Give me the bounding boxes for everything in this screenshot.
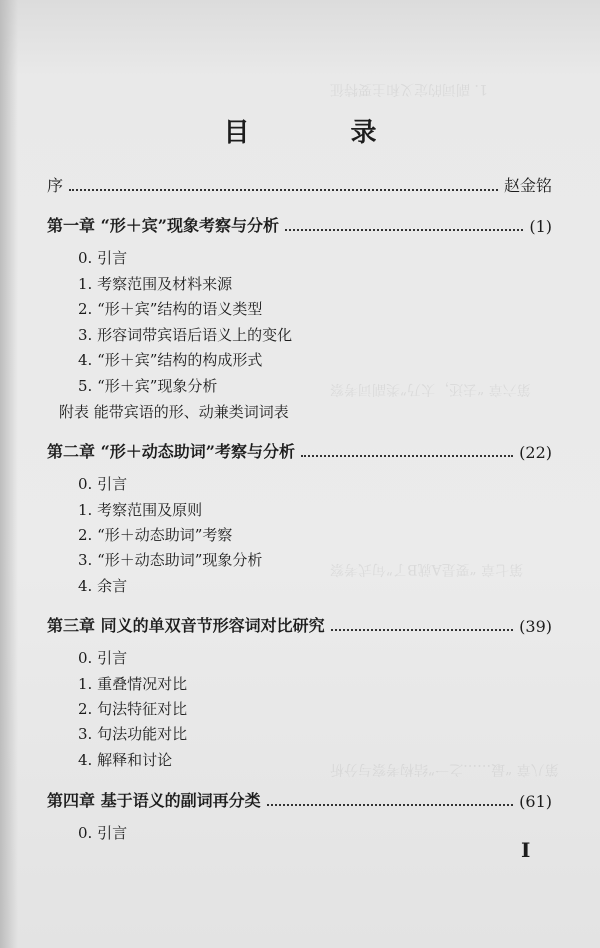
toc-entry-chapter-3[interactable]	[47, 612, 552, 636]
dot-leader	[285, 228, 523, 231]
dot-leader	[331, 628, 514, 631]
toc-appendix[interactable]: 附表 能带宾语的形、动兼类词词表	[59, 403, 289, 421]
bleed-through: 第七章 “要是A就B了”句式考察	[330, 561, 524, 577]
toc-subitem[interactable]: 1. 重叠情况对比	[78, 675, 188, 693]
dot-leader	[301, 454, 513, 457]
chapter-page-number: (22)	[519, 443, 552, 462]
toc-subitem[interactable]: 1. 考察范围及材料来源	[78, 275, 233, 293]
chapter-title: 第二章 “形＋动态助词”考察与分析	[47, 442, 295, 461]
toc-subitem[interactable]: 3. 句法功能对比	[78, 725, 188, 743]
toc-entry-chapter-1[interactable]	[47, 212, 552, 236]
toc-subitem[interactable]: 0. 引言	[78, 824, 128, 842]
dot-leader	[267, 803, 514, 806]
toc-subitem[interactable]: 0. 引言	[78, 475, 128, 493]
chapter-title: 第一章 “形＋宾”现象考察与分析	[47, 216, 279, 235]
toc-subitem[interactable]: 4. “形＋宾”结构的构成形式	[78, 351, 263, 369]
toc-subitem[interactable]: 2. “形＋动态助词”考察	[78, 526, 233, 544]
toc-subitem[interactable]: 0. 引言	[78, 249, 128, 267]
bleed-through: 第六章 “去还，太乃”类副词考察	[330, 381, 531, 397]
bleed-through: 第八章 “最……之一”结构考察与分析	[330, 761, 559, 777]
toc-entry-chapter-4[interactable]	[47, 787, 552, 811]
page-title: 目 录	[223, 118, 423, 148]
toc-entry-preface[interactable]	[47, 172, 552, 196]
toc-subitem[interactable]: 2. 句法特征对比	[78, 700, 188, 718]
preface-author: 赵金铭	[503, 176, 552, 195]
toc-subitem[interactable]: 4. 余言	[78, 577, 128, 595]
chapter-page-number: (39)	[519, 617, 552, 636]
toc-subitem[interactable]: 3. “形＋动态助词”现象分析	[78, 551, 263, 569]
toc-subitem[interactable]: 5. “形＋宾”现象分析	[78, 377, 218, 395]
dot-leader	[69, 188, 498, 191]
chapter-page-number: (61)	[519, 792, 552, 811]
toc-subitem[interactable]: 2. “形＋宾”结构的语义类型	[78, 300, 263, 318]
toc-subitem[interactable]: 4. 解释和讨论	[78, 751, 173, 769]
preface-label: 序	[47, 176, 64, 195]
toc-entry-chapter-2[interactable]	[47, 438, 552, 462]
page-folio: I	[521, 838, 531, 862]
chapter-title: 第四章 基于语义的副词再分类	[47, 791, 261, 810]
toc-subitem[interactable]: 1. 考察范围及原则	[78, 501, 203, 519]
chapter-page-number: (1)	[529, 217, 552, 236]
toc-subitem[interactable]: 3. 形容词带宾语后语义上的变化	[78, 326, 293, 344]
toc-subitem[interactable]: 0. 引言	[78, 649, 128, 667]
bleed-through: 1. 副词的定义和主要特征	[330, 81, 488, 97]
chapter-title: 第三章 同义的单双音节形容词对比研究	[47, 616, 325, 635]
